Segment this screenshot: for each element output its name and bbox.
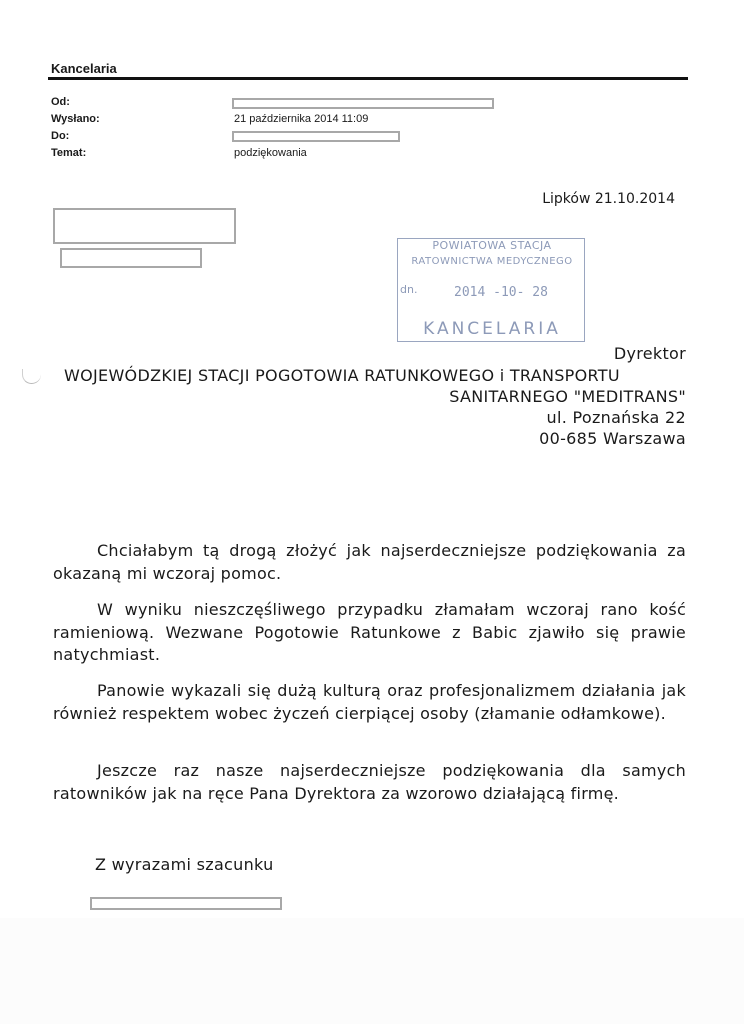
subject-value: podziękowania (234, 147, 307, 159)
stamp-line-2: RATOWNICTWA MEDYCZNEGO (411, 256, 573, 267)
stamp-line-1: POWIATOWA STACJA (432, 239, 552, 252)
to-label: Do: (51, 130, 70, 142)
stamp-bottom: KANCELARIA (423, 319, 561, 339)
place-date: Lipków 21.10.2014 (542, 191, 675, 207)
stamp-dn-label: dn. (400, 283, 418, 296)
addressee-title: Dyrektor (613, 344, 686, 363)
addressee-org-line-1: WOJEWÓDZKIEJ STACJI POGOTOWIA RATUNKOWEGO i TRANSPORTU (64, 366, 620, 385)
paragraph-3: Panowie wykazali się dużą kulturą oraz profesjonalizmem działania jak również respektem wobec życzeń cierpiącej osoby (złamanie odłamkowe). (53, 681, 686, 723)
addressee-org-line-2: SANITARNEGO "MEDITRANS" (449, 387, 686, 406)
from-label: Od: (51, 96, 70, 108)
addressee-street: ul. Poznańska 22 (546, 408, 686, 427)
paragraph-2: W wyniku nieszczęśliwego przypadku złamałam wczoraj rano kość ramieniową. Wezwane Pogotowie Ratunkowe z Babic zjawiło się prawie natychmiast. (53, 600, 686, 664)
to-redacted (232, 131, 400, 142)
header-divider (48, 77, 688, 80)
scan-bottom-area (0, 918, 744, 1024)
addressee-city: 00-685 Warszawa (539, 429, 686, 448)
signature-redacted (90, 897, 282, 910)
paragraph-1: Chciałabym tą drogą złożyć jak najserdeczniejsze podziękowania za okazaną mi wczoraj pomoc. (53, 541, 686, 583)
sent-value: 21 października 2014 11:09 (234, 113, 369, 125)
closing-line: Z wyrazami szacunku (95, 855, 274, 874)
sender-name-redacted (53, 208, 236, 244)
paragraph-4: Jeszcze raz nasze najserdeczniejsze podziękowania dla samych ratowników jak na ręce Pana Dyrektora za wzorowo działającą firmę. (53, 761, 686, 803)
punch-hole-mark (22, 369, 41, 384)
stamp-date: 2014 -10- 28 (454, 285, 548, 300)
subject-label: Temat: (51, 147, 87, 159)
sender-address-redacted (60, 248, 202, 268)
receipt-stamp (397, 238, 585, 342)
from-redacted (232, 98, 494, 109)
sent-label: Wysłano: (51, 113, 100, 125)
app-title: Kancelaria (51, 61, 117, 76)
